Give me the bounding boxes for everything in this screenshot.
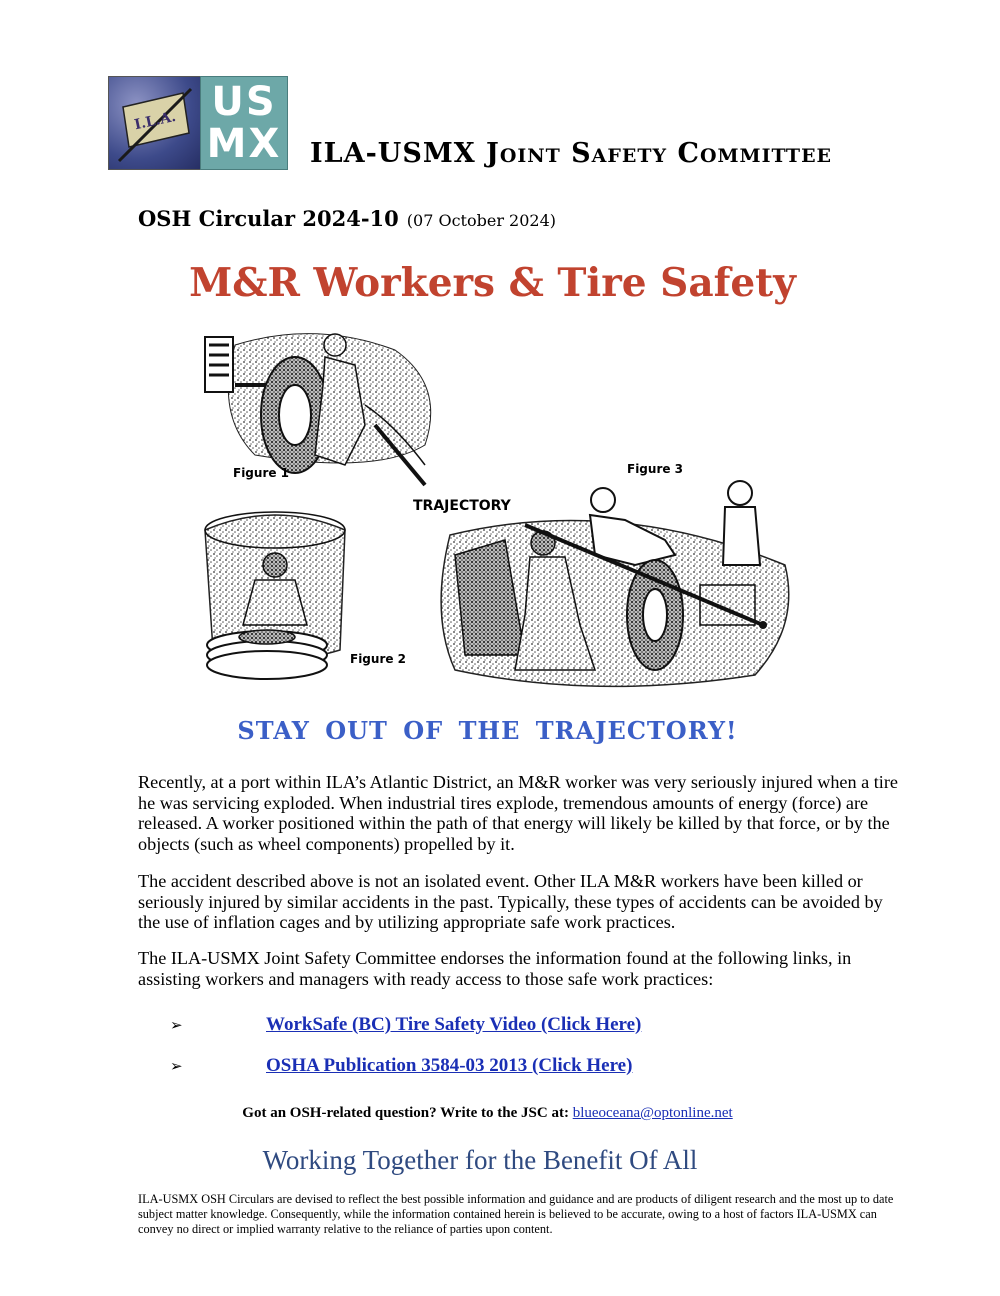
figure3-scene xyxy=(441,462,789,686)
arrow-bullet-icon: ➢ xyxy=(170,1016,183,1034)
ila-logo xyxy=(108,76,202,170)
figure1-label: Figure 1 xyxy=(233,466,290,480)
usmx-logo-line1: US xyxy=(211,79,277,125)
link-row-osha xyxy=(170,1055,870,1081)
paragraph-accident: Recently, at a port within ILA’s Atlantic District, an M&R worker was very seriously injured when a tire he was servicing exploded. When industrial tires explode, tremendous amounts of energy (force) are released. A worker positioned within the path of that energy will likely be killed by that force, or by the objects (such as wheel components) propelled by it. xyxy=(138,772,898,854)
osha-publication-link[interactable]: OSHA Publication 3584-03 2013 (Click Here) xyxy=(266,1055,633,1076)
contact-line xyxy=(0,1105,975,1122)
contact-email-link[interactable]: blueoceana@optonline.net xyxy=(572,1105,733,1121)
tire-safety-illustration xyxy=(195,325,800,690)
ila-logo-text: I.L.A. xyxy=(133,108,178,134)
contact-question: Got an OSH-related question? Write to the JSC at: xyxy=(242,1105,569,1121)
link-row-worksafe xyxy=(170,1014,870,1040)
headline-stay-out: STAY OUT OF THE TRAJECTORY! xyxy=(237,716,738,745)
figure2-label: Figure 2 xyxy=(350,652,407,666)
figure2-scene xyxy=(205,512,406,679)
tagline: Working Together for the Benefit Of All xyxy=(262,1145,698,1175)
circular-number: OSH Circular 2024-10 xyxy=(138,206,399,231)
figure3-label: Figure 3 xyxy=(627,462,684,476)
worksafe-video-link[interactable]: WorkSafe (BC) Tire Safety Video (Click Here) xyxy=(266,1014,642,1035)
arrow-bullet-icon: ➢ xyxy=(170,1057,183,1075)
paragraph-endorsement: The ILA-USMX Joint Safety Committee endorses the information found at the following links, in assisting workers and managers with ready access to those safe work practices: xyxy=(138,948,852,989)
disclaimer: ILA-USMX OSH Circulars are devised to reflect the best possible information and guidance and are products of diligent research and the most up to date subject matter knowledge. Consequently, while the information contained herein is believed to be accurate, owing to a host of factors ILA-USMX can convey no direct or implied warranty relative to the reliance of parties upon content. xyxy=(138,1192,894,1236)
circular-date: (07 October 2024) xyxy=(406,211,557,230)
circular-line xyxy=(138,206,556,231)
ila-flag-icon xyxy=(109,77,201,169)
trajectory-label: TRAJECTORY xyxy=(413,498,511,514)
paragraph-not-isolated: The accident described above is not an isolated event. Other ILA M&R workers have been killed or seriously injured by similar accidents in the past. Typically, these types of accidents can be avoided by the use of inflation cages and by utilizing appropriate safe work practices. xyxy=(138,871,883,932)
committee-title: ILA-USMX Joint Safety Committee xyxy=(310,138,833,169)
usmx-logo-line2: MX xyxy=(206,121,282,167)
usmx-logo xyxy=(200,76,288,170)
page-title: M&R Workers & Tire Safety xyxy=(189,260,796,306)
figure1-scene xyxy=(205,334,431,485)
